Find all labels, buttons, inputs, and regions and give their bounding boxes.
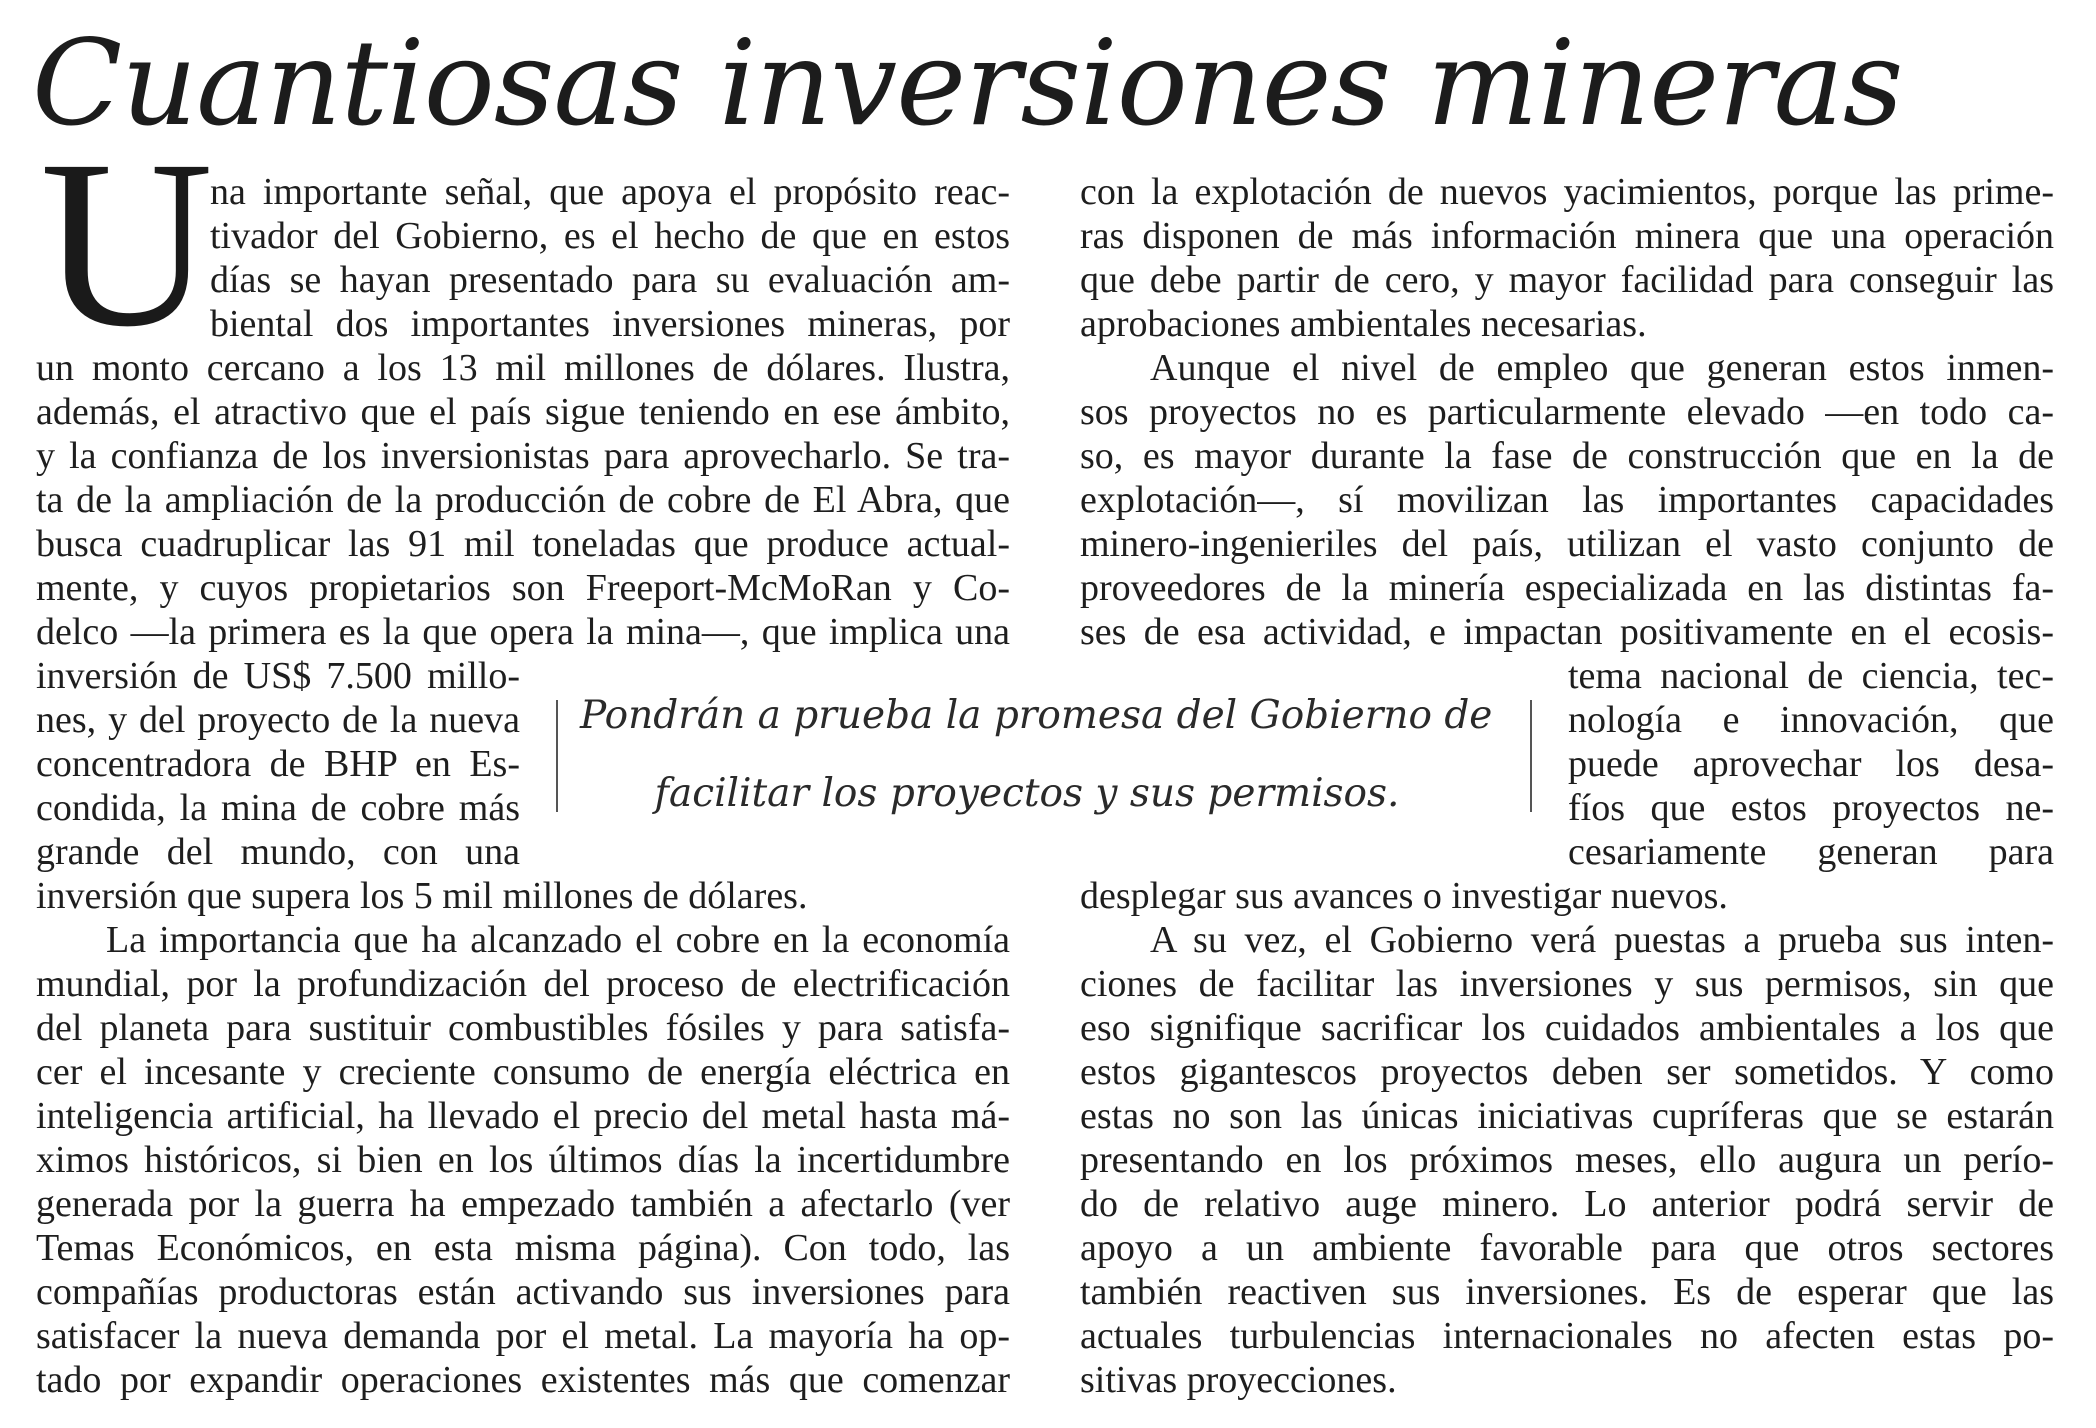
text-line: biental dos importantes inversiones mineras, por [210, 303, 1010, 345]
text-line: proveedores de la minería especializada en las distintas fa- [1080, 567, 2054, 609]
text-line: nología e innovación, que [1568, 699, 2054, 741]
text-line: minero-ingenieriles del país, utilizan el vasto conjunto de [1080, 523, 2054, 565]
text-line: cesariamente generan para [1568, 831, 2054, 873]
pull-quote-line: Pondrán a prueba la promesa del Gobierno de [580, 693, 1493, 738]
text-line: tema nacional de ciencia, tec- [1568, 655, 2054, 697]
text-line: inteligencia artificial, ha llevado el precio del metal hasta má- [36, 1095, 1010, 1137]
text-line: tivador del Gobierno, es el hecho de que en estos [210, 215, 1010, 257]
text-line: del planeta para sustituir combustibles fósiles y para satisfa- [36, 1007, 1010, 1049]
text-line: puede aprovechar los desa- [1568, 743, 2054, 785]
text-line: aprobaciones ambientales necesarias. [1080, 303, 1647, 345]
text-line: días se hayan presentado para su evaluación am- [210, 259, 1010, 301]
text-line: tado por expandir operaciones existentes más que comenzar [36, 1359, 1010, 1401]
text-line: na importante señal, que apoya el propósito reac- [210, 171, 1010, 213]
text-line: condida, la mina de cobre más [36, 787, 520, 829]
text-line: presentando en los próximos meses, ello augura un perío- [1080, 1139, 2054, 1181]
text-line: Temas Económicos, en esta misma página). Con todo, las [36, 1227, 1010, 1269]
text-line: con la explotación de nuevos yacimientos, porque las prime- [1080, 171, 2054, 213]
text-line: ses de esa actividad, e impactan positivamente en el ecosis- [1080, 611, 2054, 653]
text-line: sos proyectos no es particularmente elevado —en todo ca- [1080, 391, 2054, 433]
text-line: además, el atractivo que el país sigue teniendo en ese ámbito, [36, 391, 1010, 433]
text-line: La importancia que ha alcanzado el cobre en la economía [106, 919, 1010, 961]
text-line: que debe partir de cero, y mayor facilidad para conseguir las [1080, 259, 2054, 301]
text-line: do de relativo auge minero. Lo anterior podrá servir de [1080, 1183, 2054, 1225]
text-line: eso signifique sacrificar los cuidados ambientales a los que [1080, 1007, 2054, 1049]
text-line: ciones de facilitar las inversiones y sus permisos, sin que [1080, 963, 2054, 1005]
text-line: ras disponen de más información minera que una operación [1080, 215, 2054, 257]
text-line: concentradora de BHP en Es- [36, 743, 520, 785]
text-line: generada por la guerra ha empezado también a afectarlo (ver [36, 1183, 1010, 1225]
text-line: mente, y cuyos propietarios son Freeport-McMoRan y Co- [36, 567, 1010, 609]
text-line: ximos históricos, si bien en los últimos días la incertidumbre [36, 1139, 1010, 1181]
drop-cap: U [40, 110, 214, 376]
headline: Cuantiosas inversiones mineras [32, 14, 1903, 152]
text-line: Aunque el nivel de empleo que generan estos inmen- [1150, 347, 2054, 389]
text-line: cer el incesante y creciente consumo de energía eléctrica en [36, 1051, 1010, 1093]
text-line: grande del mundo, con una [36, 831, 520, 873]
text-line: delco —la primera es la que opera la mina—, que implica una [36, 611, 1010, 653]
pull-quote-rule-right [1530, 700, 1532, 812]
text-line: explotación—, sí movilizan las importantes capacidades [1080, 479, 2054, 521]
pull-quote-rule-left [556, 700, 558, 812]
text-line: un monto cercano a los 13 mil millones de dólares. Ilustra, [36, 347, 1010, 389]
text-line: inversión de US$ 7.500 millo- [36, 655, 520, 697]
text-line: inversión que supera los 5 mil millones de dólares. [36, 875, 808, 917]
text-line: desplegar sus avances o investigar nuevos. [1080, 875, 1728, 917]
text-line: y la confianza de los inversionistas para aprovecharlo. Se tra- [36, 435, 1010, 477]
pull-quote-line: facilitar los proyectos y sus permisos. [654, 771, 1400, 816]
text-line: apoyo a un ambiente favorable para que otros sectores [1080, 1227, 2054, 1269]
text-line: actuales turbulencias internacionales no afecten estas po- [1080, 1315, 2054, 1357]
text-line: A su vez, el Gobierno verá puestas a prueba sus inten- [1150, 919, 2054, 961]
text-line: ta de la ampliación de la producción de cobre de El Abra, que [36, 479, 1010, 521]
text-line: compañías productoras están activando sus inversiones para [36, 1271, 1010, 1313]
text-line: so, es mayor durante la fase de construcción que en la de [1080, 435, 2054, 477]
text-line: sitivas proyecciones. [1080, 1359, 1397, 1401]
text-line: también reactiven sus inversiones. Es de esperar que las [1080, 1271, 2054, 1313]
text-line: estos gigantescos proyectos deben ser sometidos. Y como [1080, 1051, 2054, 1093]
text-line: busca cuadruplicar las 91 mil toneladas que produce actual- [36, 523, 1010, 565]
text-line: nes, y del proyecto de la nueva [36, 699, 520, 741]
text-line: fíos que estos proyectos ne- [1568, 787, 2054, 829]
text-line: satisfacer la nueva demanda por el metal. La mayoría ha op- [36, 1315, 1010, 1357]
text-line: mundial, por la profundización del proceso de electrificación [36, 963, 1010, 1005]
text-line: estas no son las únicas iniciativas cupríferas que se estarán [1080, 1095, 2054, 1137]
